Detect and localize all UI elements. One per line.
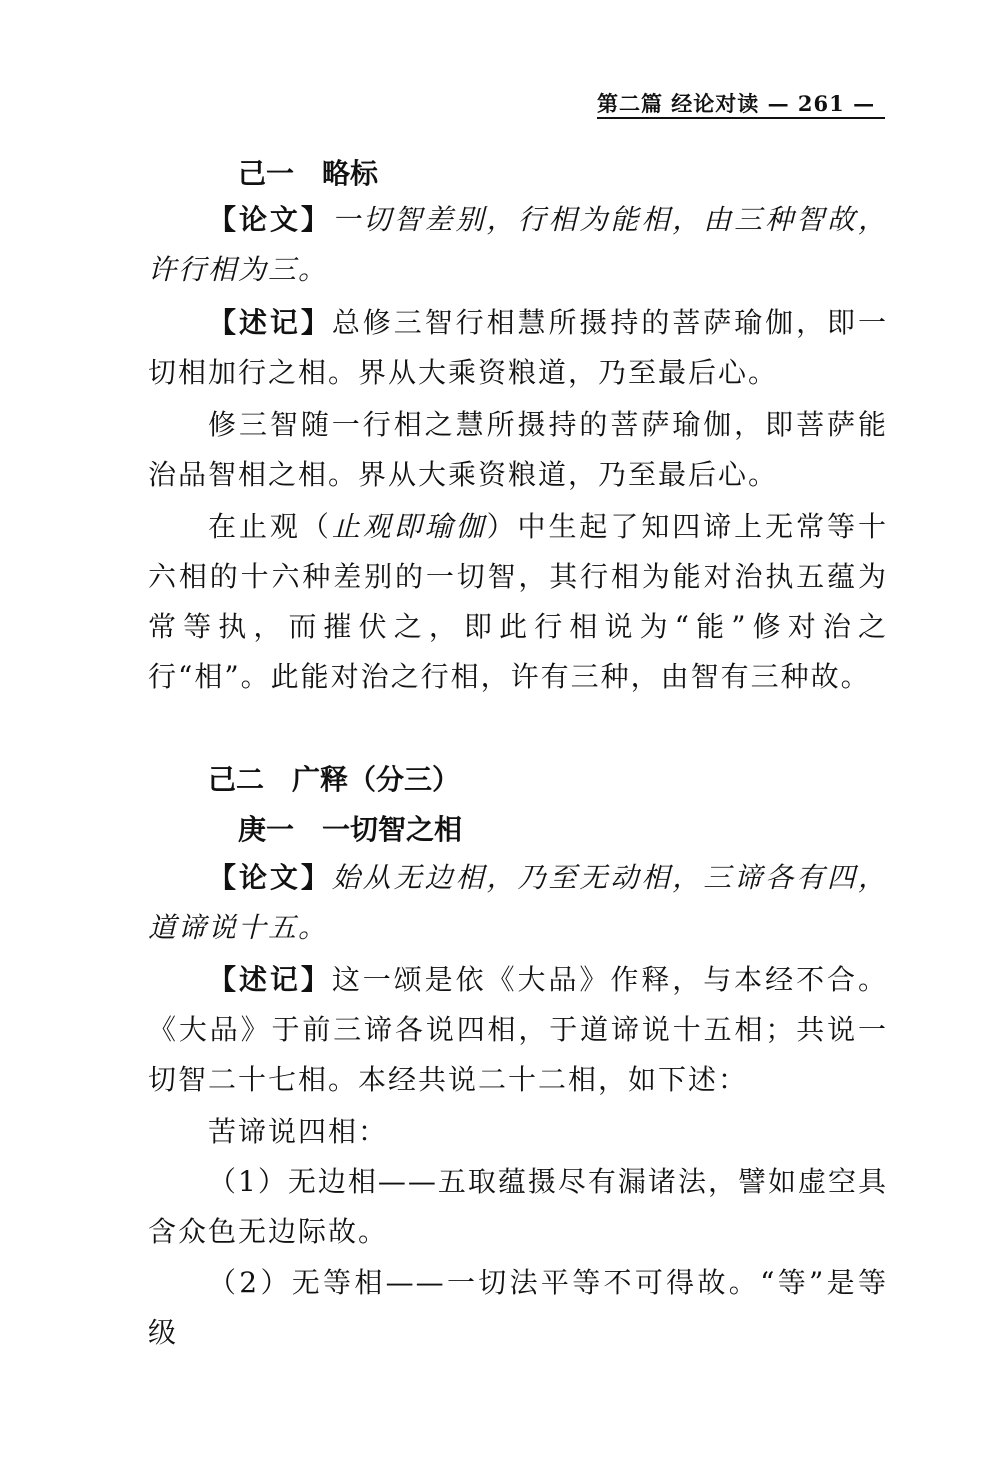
label-shuji: 【述记】 <box>208 963 332 996</box>
section-heading-1: 己一 略标 <box>238 157 379 190</box>
label-lunwen: 【论文】 <box>208 861 332 894</box>
paragraph-7: 苦谛说四相： <box>208 1115 389 1148</box>
subsection-heading: 庚一 一切智之相 <box>238 813 463 846</box>
paragraph-lunwen-2 <box>148 853 888 953</box>
header-rule <box>597 117 885 119</box>
paragraph-note: 止观即瑜伽 <box>331 510 487 543</box>
paragraph-lunwen-1 <box>148 195 888 295</box>
paragraph-text: ）中生起了知四谛上无常等十六相的十六种差别的一切智，其行相为能对治执五蕴为常等执，而摧伏之，即此行相说为“能”修对治之行“相”。此能对治之行相，许有三种，由智有三种故。 <box>148 510 888 693</box>
label-shuji: 【述记】 <box>208 306 332 339</box>
running-header: 第二篇 经论对读 — 261 — <box>597 91 876 116</box>
paragraph-8: （1）无边相——五取蕴摄尽有漏诸法，譬如虚空具含众色无边际故。 <box>148 1165 888 1248</box>
paragraph-shuji-2 <box>148 955 888 1105</box>
label-lunwen: 【论文】 <box>208 203 332 236</box>
paragraph-3: 修三智随一行相之慧所摄持的菩萨瑜伽，即菩萨能治品智相之相。界从大乘资粮道，乃至最后心。 <box>148 408 888 491</box>
paragraph-text: 始从无边相，乃至无动相，三谛各有四，道谛说十五。 <box>148 861 888 944</box>
paragraph-shuji-1 <box>148 298 888 398</box>
paragraph-4 <box>148 502 888 702</box>
section-heading-2: 己二 广释（分三） <box>208 763 461 796</box>
paragraph-text: 这一颂是依《大品》作释，与本经不合。《大品》于前三谛各说四相，于道谛说十五相；共说一切智二十七相。本经共说二十二相，如下述： <box>148 963 888 1096</box>
paragraph-text: 在止观（ <box>208 510 332 543</box>
paragraph-text: 一切智差别，行相为能相，由三种智故，许行相为三。 <box>148 203 888 286</box>
paragraph-text: 总修三智行相慧所摄持的菩萨瑜伽，即一切相加行之相。界从大乘资粮道，乃至最后心。 <box>148 306 888 389</box>
paragraph-9: （2）无等相——一切法平等不可得故。“等”是等级 <box>148 1266 888 1349</box>
